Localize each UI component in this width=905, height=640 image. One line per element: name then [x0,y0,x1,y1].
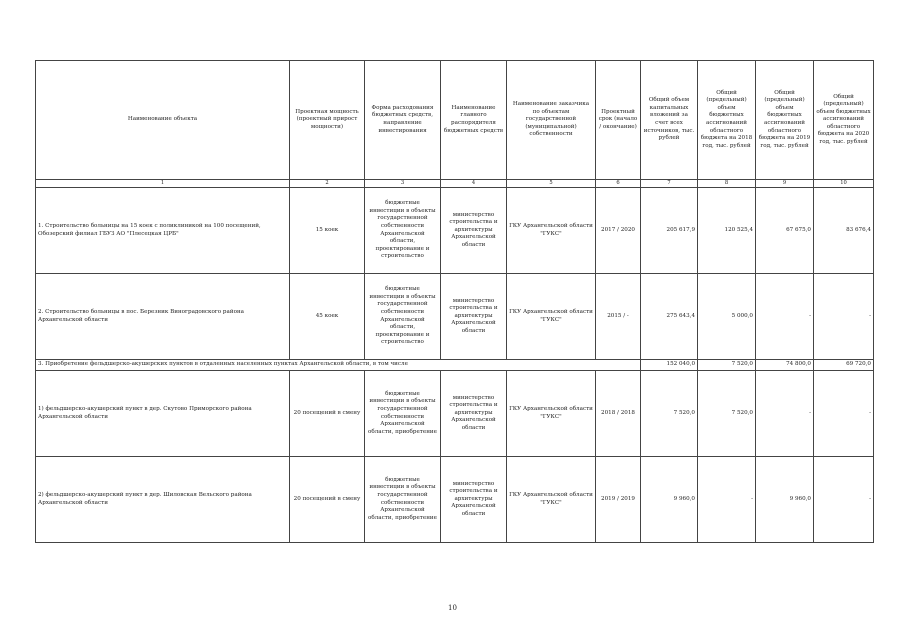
value-2020: - [814,274,874,360]
distributor: министерство строительства и архитектуры Архангельской области [441,457,507,543]
distributor: министерство строительства и архитектуры Архангельской области [441,371,507,457]
form: бюджетные инвестиции в объекты государственной собственности Архангельской области, приобретение [365,371,441,457]
column-number-row [36,180,874,188]
value-2019: 9 960,0 [756,457,814,543]
value-2018: 5 000,0 [698,274,756,360]
table-row [36,188,874,274]
col-number: 3 [365,180,441,188]
table-row [36,371,874,457]
customer: ГКУ Архангельской области "ГУКС" [507,274,596,360]
term: 2019 / 2019 [596,457,641,543]
value-2020: - [814,457,874,543]
term: 2018 / 2018 [596,371,641,457]
col-number: 9 [756,180,814,188]
col-number: 1 [36,180,290,188]
group-2020: 69 720,0 [814,360,874,371]
col-number: 8 [698,180,756,188]
header-total: Общий объем капитальных вложений за счет всех источников, тыс. рублей [641,61,698,180]
value-2018: - [698,457,756,543]
group-name: 3. Приобретение фельдшерско-акушерских пунктов в отдаленных населенных пунктах Архангельской области, в том числе [36,360,641,371]
distributor: министерство строительства и архитектуры Архангельской области [441,188,507,274]
customer: ГКУ Архангельской области "ГУКС" [507,371,596,457]
investment-table [35,60,874,543]
total-value: 9 960,0 [641,457,698,543]
customer: ГКУ Архангельской области "ГУКС" [507,188,596,274]
object-name: 1) фельдшерско-акушерский пункт в дер. Скутово Приморского района Архангельской области [36,371,290,457]
form: бюджетные инвестиции в объекты государственной собственности Архангельской области, приобретение [365,457,441,543]
capacity: 45 коек [290,274,365,360]
value-2020: - [814,371,874,457]
value-2020: 83 676,4 [814,188,874,274]
col-number: 6 [596,180,641,188]
form: бюджетные инвестиции в объекты государственной собственности Архангельской области, проектирование и строительство [365,188,441,274]
col-number: 10 [814,180,874,188]
header-form: Форма расходования бюджетных средств, направление инвестирования [365,61,441,180]
term: 2017 / 2020 [596,188,641,274]
total-value: 205 617,9 [641,188,698,274]
group-total: 152 040,0 [641,360,698,371]
capacity: 15 коек [290,188,365,274]
value-2019: - [756,371,814,457]
object-name: 1. Строительство больницы на 15 коек с поликлиникой на 100 посещений, Обозерский филиал ГБУЗ АО "Плесецкая ЦРБ" [36,188,290,274]
header-distributor: Наименование главного распорядителя бюджетных средств [441,61,507,180]
table-row [36,457,874,543]
distributor: министерство строительства и архитектуры Архангельской области [441,274,507,360]
header-customer: Наименование заказчика по объектам государственной (муниципальной) собственности [507,61,596,180]
value-2019: - [756,274,814,360]
col-number: 5 [507,180,596,188]
form: бюджетные инвестиции в объекты государственной собственности Архангельской области, проектирование и строительство [365,274,441,360]
term: 2015 / - [596,274,641,360]
value-2019: 67 675,0 [756,188,814,274]
col-number: 7 [641,180,698,188]
col-number: 2 [290,180,365,188]
table-row [36,274,874,360]
group-2018: 7 520,0 [698,360,756,371]
header-capacity: Проектная мощность (проектный прирост мощности) [290,61,365,180]
header-row [36,61,874,180]
total-value: 275 643,4 [641,274,698,360]
col-number: 4 [441,180,507,188]
header-object-name: Наименование объекта [36,61,290,180]
group-2019: 74 800,0 [756,360,814,371]
capacity: 20 посещений в смену [290,457,365,543]
capacity: 20 посещений в смену [290,371,365,457]
page-number: 10 [448,604,457,612]
header-term: Проектный срок (начало / окончание) [596,61,641,180]
group-row [36,360,874,371]
header-2019: Общий (предельный) объем бюджетных ассигнований областного бюджета на 2019 год, тыс. рублей [756,61,814,180]
object-name: 2. Строительство больницы в пос. Березник Виноградовского района Архангельской области [36,274,290,360]
header-2018: Общий (предельный) объем бюджетных ассигнований областного бюджета на 2018 год, тыс. рублей [698,61,756,180]
value-2018: 7 520,0 [698,371,756,457]
header-2020: Общий (предельный) объем бюджетных ассигнований областного бюджета на 2020 год, тыс. рублей [814,61,874,180]
object-name: 2) фельдшерско-акушерский пункт в дер. Шиловская Вельского района Архангельской области [36,457,290,543]
customer: ГКУ Архангельской области "ГУКС" [507,457,596,543]
total-value: 7 520,0 [641,371,698,457]
value-2018: 120 525,4 [698,188,756,274]
